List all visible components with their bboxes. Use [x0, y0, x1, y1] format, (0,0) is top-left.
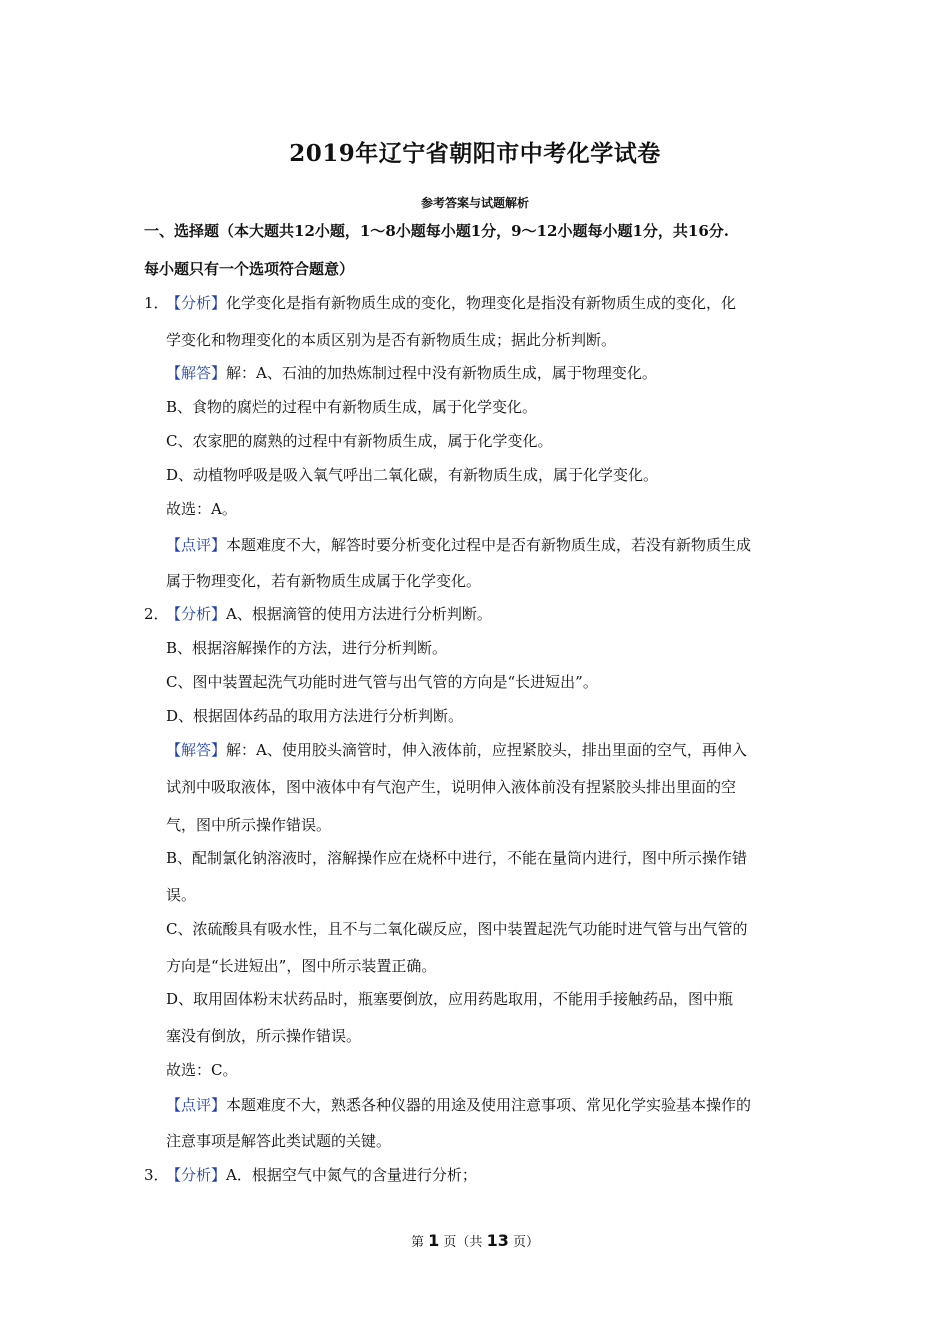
- q1-answer-line1: 【解答】解：A、石油的加热炼制过程中没有新物质生成，属于物理变化。: [166, 364, 657, 382]
- q3-analysis-line1: 【分析】A．根据空气中氮气的含量进行分析；: [166, 1166, 477, 1184]
- q2-comment-line1: 【点评】本题难度不大，熟悉各种仪器的用途及使用注意事项、常见化学实验基本操作的: [166, 1096, 752, 1114]
- q1-option-d: D、动植物呼吸是吸入氧气呼出二氧化碳，有新物质生成，属于化学变化。: [166, 466, 659, 484]
- q1-comment-line2: 属于物理变化，若有新物质生成属于化学变化。: [166, 572, 482, 590]
- q2-option-c-line2: 方向是“长进短出”，图中所示装置正确。: [166, 957, 437, 975]
- q1-option-b: B、食物的腐烂的过程中有新物质生成，属于化学变化。: [166, 398, 538, 416]
- q2-option-b-line2: 误。: [166, 886, 197, 904]
- q1-comment-line1: 【点评】本题难度不大，解答时要分析变化过程中是否有新物质生成，若没有新物质生成: [166, 536, 752, 554]
- q1-choice: 故选：A。: [166, 500, 237, 518]
- q2-answer-line2: 试剂中吸取液体，图中液体中有气泡产生，说明伸入液体前没有捏紧胶头排出里面的空: [166, 778, 737, 796]
- comment-tag: 【点评】: [166, 1096, 227, 1114]
- q2-option-d-line1: D、取用固体粉末状药品时，瓶塞要倒放，应用药匙取用，不能用手接触药品，图中瓶: [166, 990, 734, 1008]
- analysis-tag: 【分析】: [166, 605, 227, 623]
- page-subtitle: 参考答案与试题解析: [420, 196, 529, 210]
- q2-choice: 故选：C。: [166, 1061, 238, 1079]
- q2-analysis-line1: 【分析】A、根据滴管的使用方法进行分析判断。: [166, 605, 492, 623]
- section-heading-line2: 每小题只有一个选项符合题意）: [144, 260, 355, 278]
- analysis-tag: 【分析】: [166, 294, 227, 312]
- page-number: 1: [428, 1231, 440, 1250]
- q2-analysis-line4: D、根据固体药品的取用方法进行分析判断。: [166, 707, 464, 725]
- q2-option-c-line1: C、浓硫酸具有吸水性，且不与二氧化碳反应，图中装置起洗气功能时进气管与出气管的: [166, 920, 748, 938]
- q2-option-b-line1: B、配制氯化钠溶液时，溶解操作应在烧杯中进行，不能在量筒内进行，图中所示操作错: [166, 849, 748, 867]
- answer-tag: 【解答】: [166, 364, 227, 382]
- q1-analysis-line1: 【分析】化学变化是指有新物质生成的变化，物理变化是指没有新物质生成的变化，化: [166, 294, 737, 312]
- question-number-2: 2．: [144, 605, 169, 623]
- section-heading-line1: 一、选择题（本大题共12小题，1～8小题每小题1分，9～12小题每小题1分，共16分.: [144, 222, 730, 240]
- q2-option-d-line2: 塞没有倒放，所示操作错误。: [166, 1027, 362, 1045]
- page-title: 2019年辽宁省朝阳市中考化学试卷: [289, 140, 661, 167]
- question-number-3: 3．: [144, 1166, 169, 1184]
- q2-analysis-line2: B、根据溶解操作的方法，进行分析判断。: [166, 639, 448, 657]
- q1-analysis-line2: 学变化和物理变化的本质区别为是否有新物质生成；据此分析判断。: [166, 331, 617, 349]
- page-footer: 第 1 页（共 13 页）: [411, 1231, 539, 1250]
- q2-analysis-line3: C、图中装置起洗气功能时进气管与出气管的方向是“长进短出”。: [166, 673, 598, 691]
- q2-answer-line1: 【解答】解：A、使用胶头滴管时，伸入液体前，应捏紧胶头，排出里面的空气，再伸入: [166, 741, 747, 759]
- answer-tag: 【解答】: [166, 741, 227, 759]
- q2-answer-line3: 气，图中所示操作错误。: [166, 816, 332, 834]
- q1-option-c: C、农家肥的腐熟的过程中有新物质生成，属于化学变化。: [166, 432, 553, 450]
- question-number-1: 1．: [144, 294, 169, 312]
- page-total: 13: [486, 1231, 509, 1250]
- comment-tag: 【点评】: [166, 536, 227, 554]
- q2-comment-line2: 注意事项是解答此类试题的关键。: [166, 1132, 392, 1150]
- analysis-tag: 【分析】: [166, 1166, 227, 1184]
